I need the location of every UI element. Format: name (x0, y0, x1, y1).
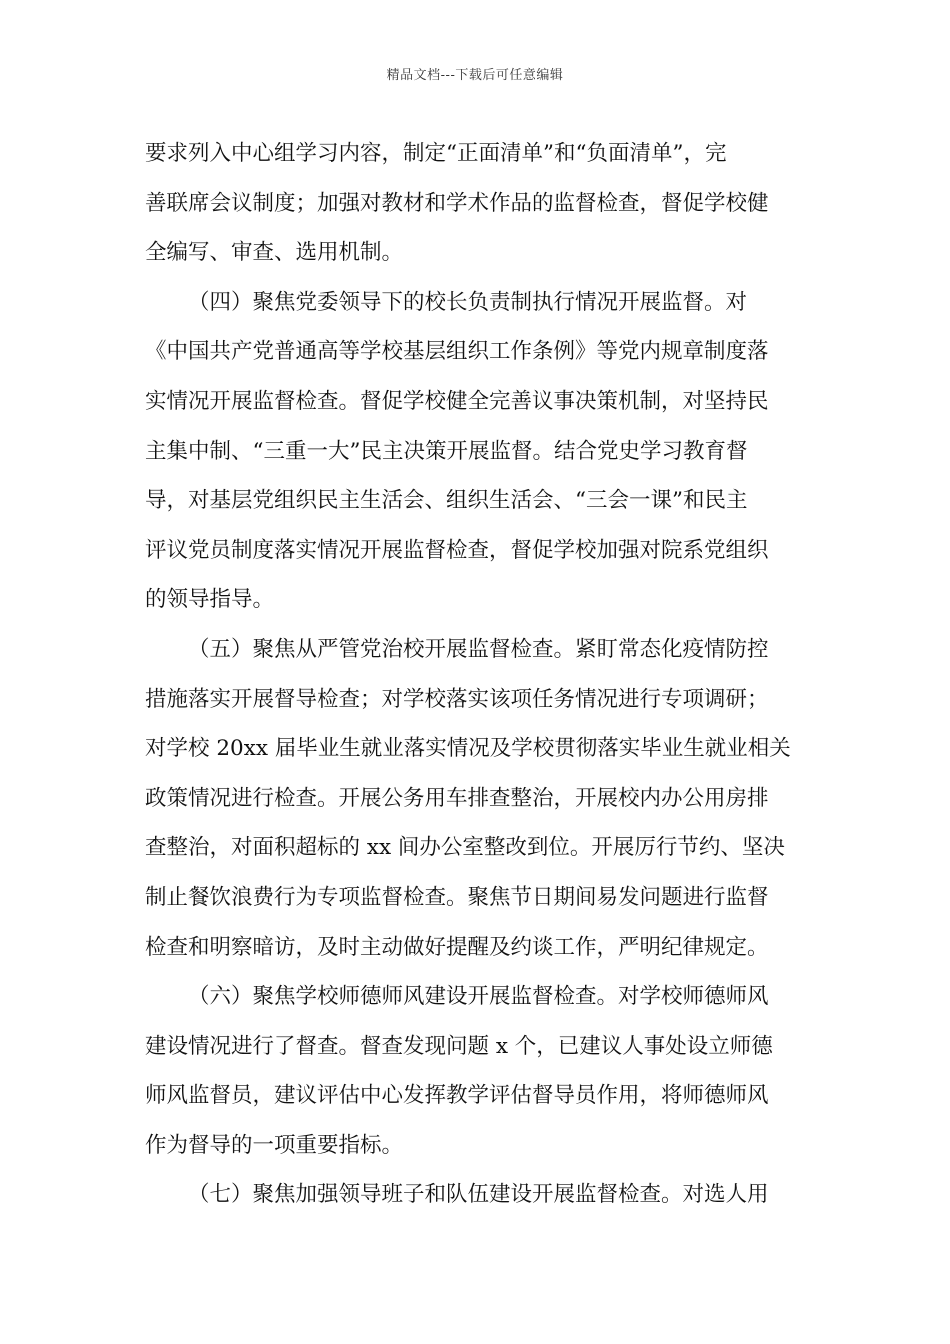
text-line: 导，对基层党组织民主生活会、组织生活会、“三会一课”和民主 (145, 488, 748, 514)
text-line: 的领导指导。 (145, 587, 275, 613)
text-line: 对学校 20xx 届毕业生就业落实情况及学校贯彻落实毕业生就业相关 (145, 736, 791, 762)
paragraph-section-5 (145, 625, 805, 972)
text-line: （六）聚焦学校师德师风建设开展监督检查。对学校师德师风 (188, 984, 769, 1010)
text-line: （四）聚焦党委领导下的校长负责制执行情况开展监督。对 (188, 289, 748, 315)
paragraph-section-6 (145, 972, 805, 1170)
text-line: 措施落实开展督导检查；对学校落实该项任务情况进行专项调研； (145, 686, 769, 712)
text-line: 建设情况进行了督查。督查发现问题 x 个，已建议人事处设立师德 (145, 1033, 773, 1059)
text-line: 师风监督员，建议评估中心发挥教学评估督导员作用，将师德师风 (145, 1083, 769, 1109)
text-line: （七）聚焦加强领导班子和队伍建设开展监督检查。对选人用 (188, 1182, 769, 1208)
document-body (145, 129, 805, 1220)
text-line: 实情况开展监督检查。督促学校健全完善议事决策机制，对坚持民 (145, 388, 769, 414)
text-line: 检查和明察暗访，及时主动做好提醒及约谈工作，严明纪律规定。 (145, 934, 769, 960)
text-line: 制止餐饮浪费行为专项监督检查。聚焦节日期间易发问题进行监督 (145, 884, 769, 910)
text-line: 《中国共产党普通高等学校基层组织工作条例》等党内规章制度落 (145, 339, 769, 365)
text-line: （五）聚焦从严管党治校开展监督检查。紧盯常态化疫情防控 (188, 636, 769, 662)
page-header: 精品文档---下载后可任意编辑 (386, 68, 564, 83)
text-line: 要求列入中心组学习内容，制定“正面清单”和“负面清单”，完 (145, 141, 727, 166)
paragraph-continued (145, 129, 805, 278)
text-line: 主集中制、“三重一大”民主决策开展监督。结合党史学习教育督 (145, 438, 748, 464)
paragraph-section-7 (145, 1170, 805, 1220)
text-line: 政策情况进行检查。开展公务用车排查整治，开展校内办公用房排 (145, 785, 769, 811)
text-line: 作为督导的一项重要指标。 (145, 1132, 404, 1158)
text-line: 善联席会议制度；加强对教材和学术作品的监督检查，督促学校健 (145, 190, 769, 216)
text-line: 评议党员制度落实情况开展监督检查，督促学校加强对院系党组织 (145, 537, 769, 563)
paragraph-section-4 (145, 278, 805, 625)
text-line: 全编写、审查、选用机制。 (145, 240, 404, 266)
text-line: 查整治，对面积超标的 xx 间办公室整改到位。开展厉行节约、坚决 (145, 835, 785, 861)
